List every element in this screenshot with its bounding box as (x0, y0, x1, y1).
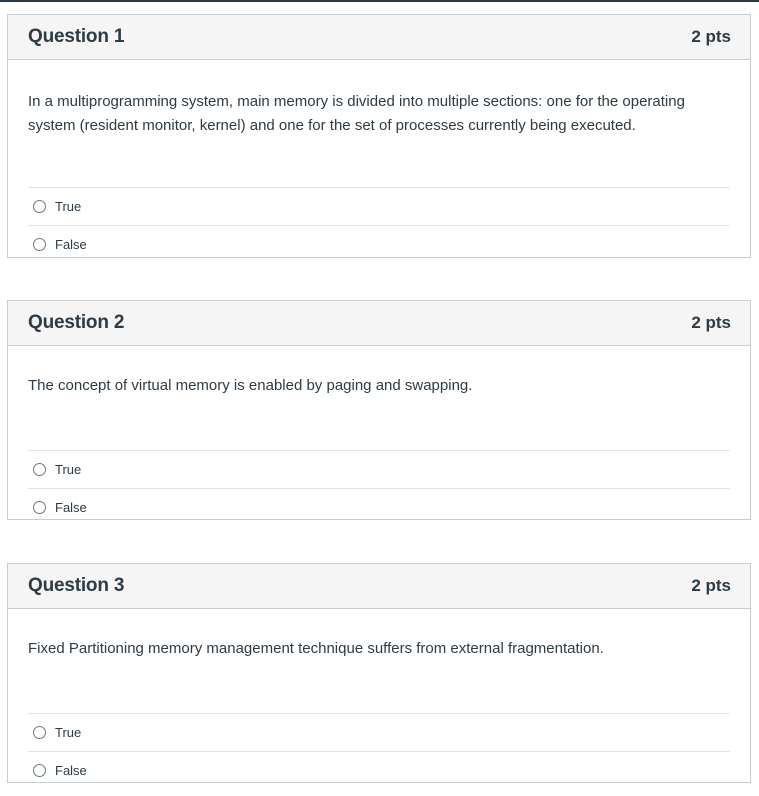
answer-option-false[interactable] (28, 488, 730, 526)
answer-list (28, 450, 730, 526)
question-points: 2 pts (691, 313, 731, 332)
radio-button-icon[interactable] (33, 238, 46, 251)
answer-label: False (55, 763, 87, 778)
answer-list (28, 713, 730, 789)
answer-label: False (55, 500, 87, 515)
question-title: Question 3 (28, 575, 125, 596)
question-header (8, 301, 750, 346)
question-title: Question 1 (28, 26, 125, 47)
answer-label: False (55, 237, 87, 252)
answer-label: True (55, 725, 82, 740)
question-body (8, 609, 750, 789)
answer-list (28, 187, 730, 263)
radio-button-icon[interactable] (33, 501, 46, 514)
radio-button-icon[interactable] (33, 200, 46, 213)
question-points: 2 pts (691, 576, 731, 595)
question-text: The concept of virtual memory is enabled by paging and swapping. (28, 377, 473, 394)
question-text: In a multiprogramming system, main memory is divided into multiple sections: one for the operating system (resident monitor, kernel) and one for the set of processes currently being executed. (28, 93, 685, 134)
question-card-2 (7, 300, 751, 520)
radio-button-icon[interactable] (33, 764, 46, 777)
top-divider (0, 0, 759, 2)
question-body (8, 346, 750, 526)
question-card-1 (7, 14, 751, 258)
question-header (8, 15, 750, 60)
radio-button-icon[interactable] (33, 726, 46, 739)
question-points: 2 pts (691, 27, 731, 46)
question-header (8, 564, 750, 609)
answer-option-true[interactable] (28, 713, 730, 751)
answer-option-false[interactable] (28, 225, 730, 263)
answer-option-true[interactable] (28, 450, 730, 488)
question-body (8, 60, 750, 263)
question-title: Question 2 (28, 312, 125, 333)
question-text: Fixed Partitioning memory management technique suffers from external fragmentation. (28, 640, 604, 657)
radio-button-icon[interactable] (33, 463, 46, 476)
answer-option-true[interactable] (28, 187, 730, 225)
answer-label: True (55, 199, 82, 214)
answer-label: True (55, 462, 82, 477)
answer-option-false[interactable] (28, 751, 730, 789)
question-card-3 (7, 563, 751, 783)
